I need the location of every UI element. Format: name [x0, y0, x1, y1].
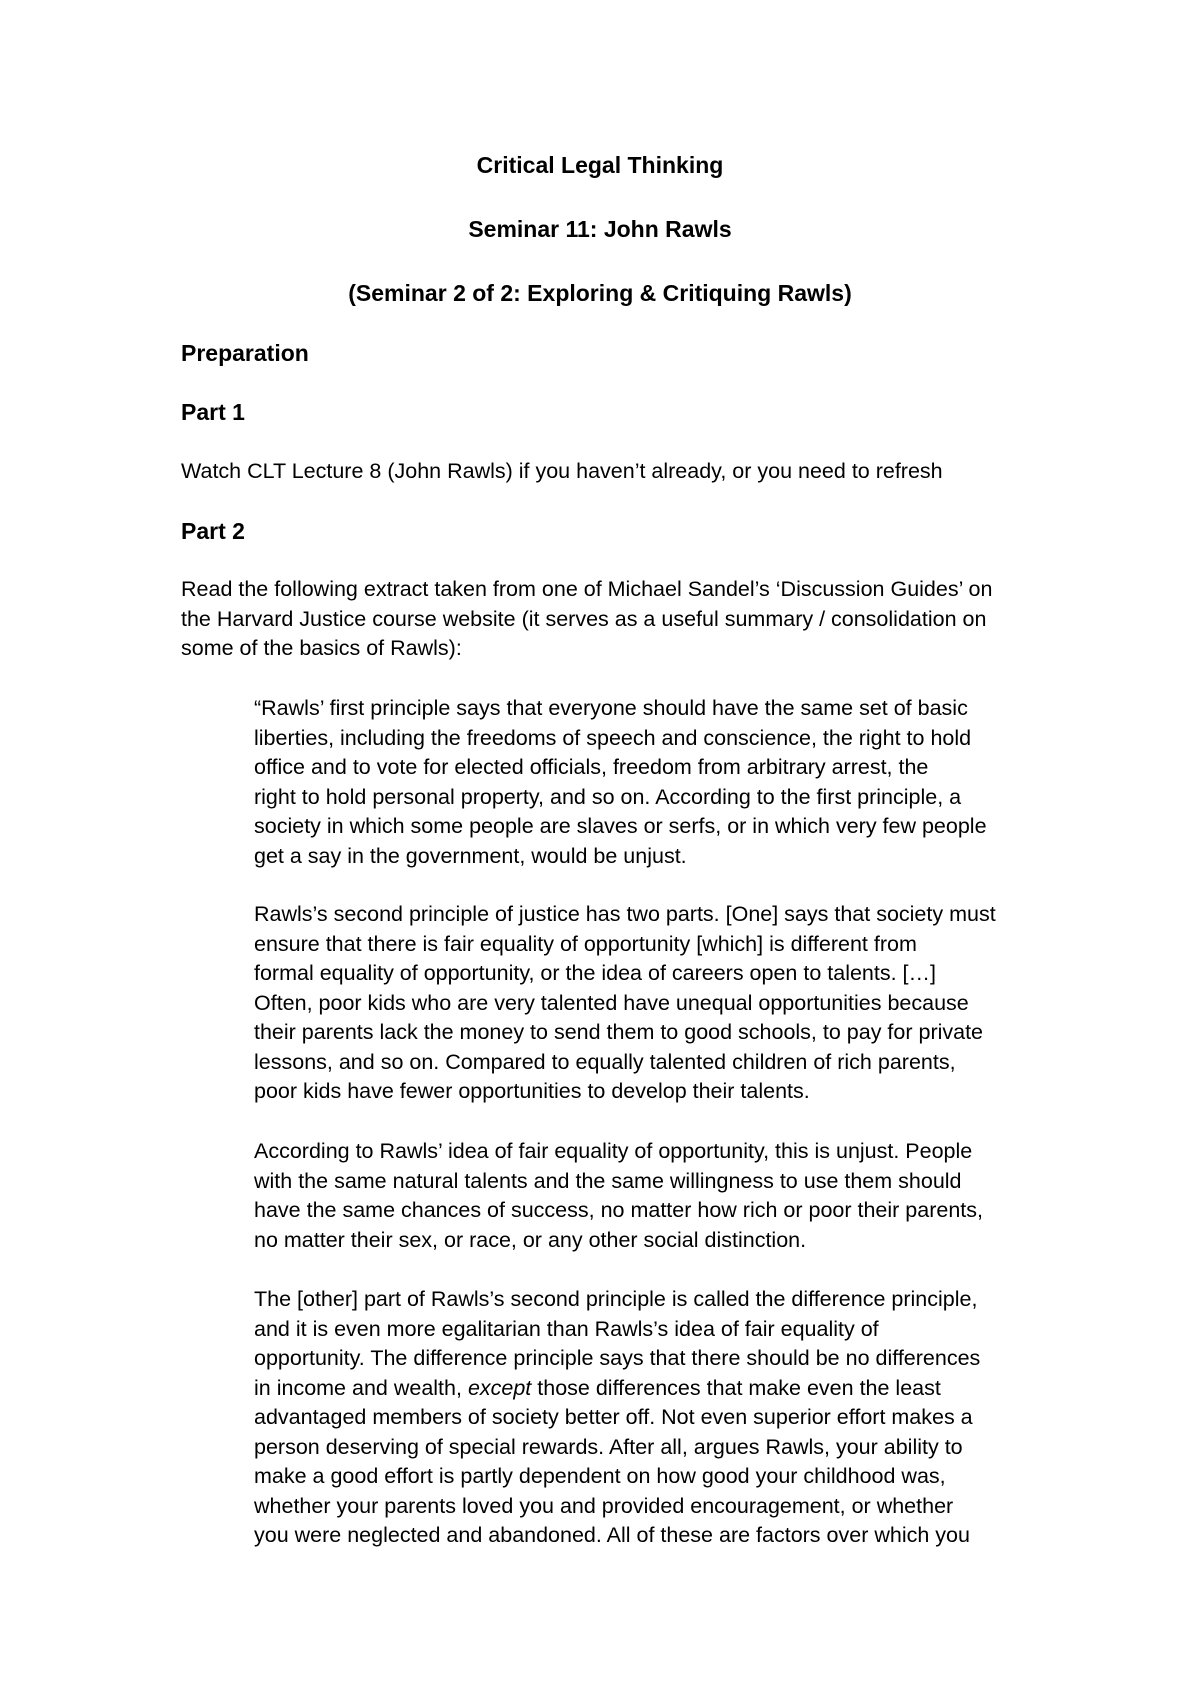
quote-line: make a good effort is partly dependent on how good your childhood was,	[254, 1464, 946, 1488]
quote-line: lessons, and so on. Compared to equally talented children of rich parents,	[254, 1049, 956, 1074]
part1-line: Watch CLT Lecture 8 (John Rawls) if you haven’t already, or you need to refresh	[181, 459, 943, 483]
quote-line: Often, poor kids who are very talented have unequal opportunities because	[254, 990, 969, 1015]
quote-line: get a say in the government, would be unjust.	[254, 843, 687, 868]
quote-text-segment: those differences that make even the least	[531, 1375, 941, 1400]
quote-line: person deserving of special rewards. After all, argues Rawls, your ability to	[254, 1434, 963, 1459]
part2-intro-line: the Harvard Justice course website (it serves as a useful summary / consolidation on	[181, 606, 987, 631]
quote-line: poor kids have fewer opportunities to develop their talents.	[254, 1079, 810, 1103]
quote-line: ensure that there is fair equality of opportunity [which] is different from	[254, 931, 917, 956]
quote-line: formal equality of opportunity, or the idea of careers open to talents. […]	[254, 961, 937, 985]
quote-line: Rawls’s second principle of justice has two parts. [One] says that society must	[254, 902, 996, 926]
quote-paragraph-1	[254, 694, 1044, 871]
quote-line: with the same natural talents and the same willingness to use them should	[254, 1168, 962, 1193]
seminar-session: (Seminar 2 of 2: Exploring & Critiquing Rawls)	[348, 280, 852, 306]
quote-line: you were neglected and abandoned. All of these are factors over which you	[254, 1523, 970, 1547]
quote-line: According to Rawls’ idea of fair equality of opportunity, this is unjust. People	[254, 1139, 973, 1163]
part2-intro	[181, 575, 1041, 664]
quote-line: their parents lack the money to send them to good schools, to pay for private	[254, 1020, 984, 1044]
document-title: Critical Legal Thinking	[476, 152, 724, 178]
emphasis-except: except	[467, 1375, 532, 1400]
quote-paragraph-3	[254, 1137, 1044, 1255]
quote-paragraph-4	[254, 1285, 1044, 1551]
quote-line: society in which some people are slaves or serfs, or in which very few people	[254, 814, 987, 838]
quote-line: liberties, including the freedoms of speech and conscience, the right to hold	[254, 725, 972, 750]
quote-line-with-emphasis	[254, 1374, 1044, 1404]
quote-line: The [other] part of Rawls’s second principle is called the difference principle,	[254, 1287, 978, 1311]
seminar-title: Seminar 11: John Rawls	[468, 216, 732, 242]
quote-text-segment: in income and wealth,	[254, 1375, 468, 1400]
preparation-heading: Preparation	[181, 340, 309, 366]
quote-line: advantaged members of society better off. Not even superior effort makes a	[254, 1405, 973, 1429]
part1-text	[181, 457, 1041, 487]
quote-line: “Rawls’ first principle says that everyone should have the same set of basic	[254, 696, 968, 720]
part2-heading: Part 2	[181, 518, 245, 544]
part2-intro-line: Read the following extract taken from one of Michael Sandel’s ‘Discussion Guides’ on	[181, 577, 993, 601]
quote-line: whether your parents loved you and provided encouragement, or whether	[254, 1493, 954, 1518]
quote-line: office and to vote for elected officials, freedom from arbitrary arrest, the	[254, 755, 929, 779]
quote-line: have the same chances of success, no matter how rich or poor their parents,	[254, 1198, 983, 1222]
quote-paragraph-2	[254, 900, 1044, 1107]
part1-heading: Part 1	[181, 399, 245, 425]
quote-line: and it is even more egalitarian than Rawls’s idea of fair equality of	[254, 1316, 879, 1341]
quote-line: no matter their sex, or race, or any other social distinction.	[254, 1227, 807, 1252]
quote-line: right to hold personal property, and so on. According to the first principle, a	[254, 784, 962, 809]
part2-intro-line: some of the basics of Rawls):	[181, 636, 462, 660]
quote-line: opportunity. The difference principle says that there should be no differences	[254, 1346, 981, 1370]
